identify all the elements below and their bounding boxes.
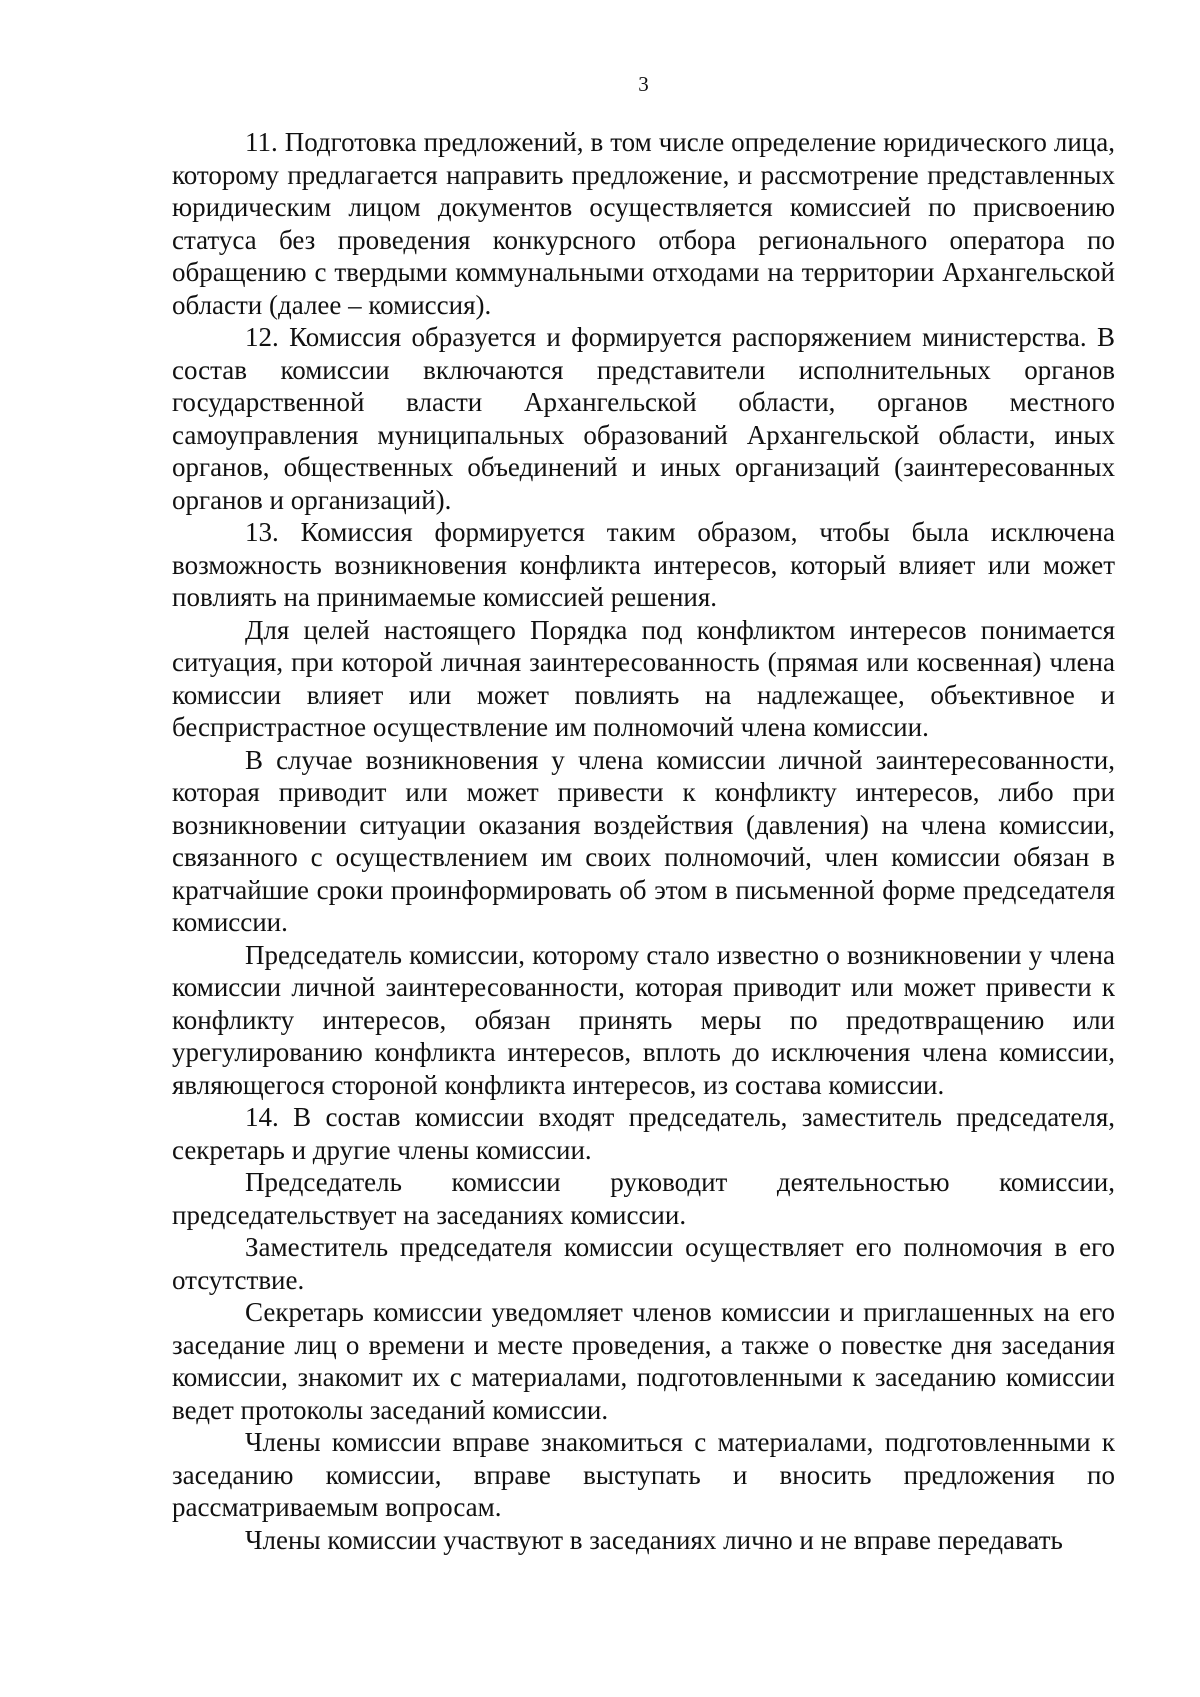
paragraph-11: 11. Подготовка предложений, в том числе определение юридического лица, которому предлагается направить предложение, и рассмотрение представленных юридическим лицом документов осуществляется комиссией по присвоению статуса без проведения конкурсного отбора регионального оператора по обращению с твердыми коммунальными отходами на территории Архангельской области (далее – комиссия). bbox=[172, 127, 1115, 320]
paragraph-chairman-measures: Председатель комиссии, которому стало известно о возникновении у члена комиссии личной заинтересованности, которая приводит или может привести к конфликту интересов, обязан принять меры по предотвращению или урегулированию конфликта интересов, вплоть до исключения члена комиссии, являющегося стороной конфликта интересов, из состава комиссии. bbox=[172, 939, 1115, 1100]
paragraph-conflict-notification: В случае возникновения у члена комиссии личной заинтересованности, которая приводит или может привести к конфликту интересов, либо при возникновении ситуации оказания воздействия (давления) на члена комиссии, связанного с осуществлением им своих полномочий, член комиссии обязан в кратчайшие сроки проинформировать об этом в письменной форме председателя комиссии. bbox=[172, 744, 1115, 937]
document-body bbox=[172, 126, 1115, 1556]
paragraph-members-rights: Члены комиссии вправе знакомиться с материалами, подготовленными к заседанию комиссии, вправе выступать и вносить предложения по рассматриваемым вопросам. bbox=[172, 1427, 1115, 1522]
page-number: 3 bbox=[638, 72, 649, 96]
paragraph-secretary-role: Секретарь комиссии уведомляет членов комиссии и приглашенных на его заседание лиц о времени и месте проведения, а также о повестке дня заседания комиссии, знакомит их с материалами, подготовленными к заседанию комиссии ведет протоколы заседаний комиссии. bbox=[172, 1297, 1115, 1425]
paragraph-12: 12. Комиссия образуется и формируется распоряжением министерства. В состав комиссии включаются представители исполнительных органов государственной власти Архангельской области, органов местного самоуправления муниципальных образований Архангельской области, иных органов, общественных объединений и иных организаций (заинтересованных органов и организаций). bbox=[172, 322, 1115, 515]
paragraph-13: 13. Комиссия формируется таким образом, чтобы была исключена возможность возникновения конфликта интересов, который влияет или может повлиять на принимаемые комиссией решения. bbox=[172, 517, 1115, 612]
paragraph-members-participation: Члены комиссии участвуют в заседаниях лично и не вправе передавать bbox=[245, 1524, 1063, 1555]
paragraph-14: 14. В состав комиссии входят председатель, заместитель председателя, секретарь и другие члены комиссии. bbox=[172, 1102, 1115, 1165]
paragraph-chairman-role: Председатель комиссии руководит деятельностью комиссии, председательствует на заседаниях комиссии. bbox=[172, 1167, 1115, 1230]
paragraph-deputy-role: Заместитель председателя комиссии осуществляет его полномочия в его отсутствие. bbox=[172, 1232, 1115, 1295]
paragraph-conflict-definition: Для целей настоящего Порядка под конфликтом интересов понимается ситуация, при которой личная заинтересованность (прямая или косвенная) члена комиссии влияет или может повлиять на надлежащее, объективное и беспристрастное осуществление им полномочий члена комиссии. bbox=[172, 614, 1115, 742]
